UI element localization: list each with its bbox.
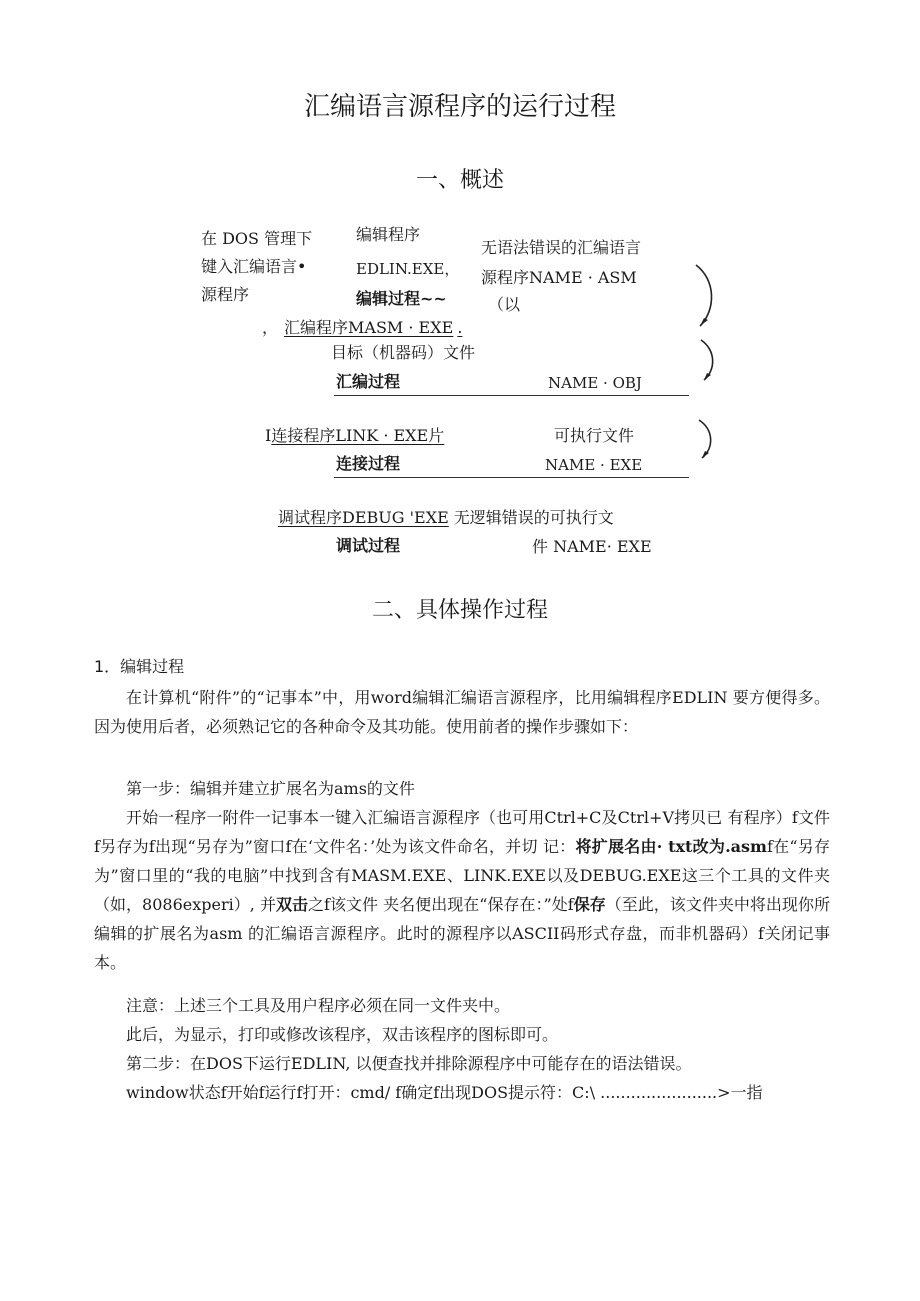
step1-text-g: （至此，该文件夹中将出现你所编辑的扩展名为asm 的汇编语言源程序。此时的源程序以ASCII码形式存盘，而非机器码）f关闭记事本。 (94, 895, 830, 972)
flow-editor-line-2: EDLIN.EXE， (356, 260, 460, 278)
flow-source-line-2: 源程序NAME · ASM (481, 268, 637, 287)
step1-ext-change: 将扩展名由· txt改为.asm (575, 837, 767, 856)
step1-text-c: f在“另存为”窗口里的“我的电脑”中找到含有MASM.EXE、LINK.EXE以及DEBUG.EXE这三个工具的文件夹（如，8086experi）, 并 (94, 837, 831, 914)
paragraph-intro: 在计算机“附件”的“记事本”中，用word编辑汇编语言源程序，比用编辑程序EDLIN 要方便得多。因为使用后者，必须熟记它的各种命令及其功能。使用前者的操作步骤如下： (94, 688, 830, 736)
flow-link-process: 连接过程 (336, 454, 401, 473)
flow-source-line-3: （以 (488, 295, 521, 314)
flow-object-file: NAME · OBJ (548, 374, 642, 392)
section-heading-operations: 二、具体操作过程 (371, 598, 548, 623)
flow-arrow-1 (690, 262, 720, 334)
flow-assemble-process: 汇编过程 (336, 372, 401, 391)
flow-link-line (265, 423, 444, 449)
step1-text-a: 开始一程序一附件一记事本一键入汇编语言源程序（也可用Ctrl+C及Ctrl+V拷贝已 有程序）f文件f另存为f出现“另存为”窗口f在‘文件名：’处为该文件命名，并切 记： (94, 808, 830, 856)
flow-start-line-3: 源程序 (201, 285, 250, 304)
flow-object-label: 目标（机器码）文件 (331, 343, 476, 362)
page-title: 汇编语言源程序的运行过程 (303, 92, 616, 122)
flow-arrow-3 (694, 418, 718, 464)
flow-assemble-prefix: ， (262, 318, 279, 337)
flow-arrow-2 (696, 338, 720, 386)
paragraph-step2-detail: window状态f开始f运行f打开：cmd/ f确定f出现DOS提示符：C:\ .......................>一指 (126, 1083, 763, 1102)
paragraph-note: 注意：上述三个工具及用户程序必须在同一文件夹中。 (126, 996, 511, 1015)
flow-debug-program: 调试程序DEBUG 'EXE (278, 508, 449, 527)
flow-link-prefix: I (265, 426, 272, 445)
step1-double-click: 双击 (275, 895, 309, 914)
paragraph-step1: 第一步：编辑并建立扩展名为ams的文件 (126, 779, 415, 798)
flow-start-line-2: 键入汇编语言• (201, 257, 307, 276)
flow-start-line-1: 在 DOS 管理下 (201, 229, 313, 248)
paragraph-step1-detail (94, 803, 830, 977)
flow-edit-process: 编辑过程~~ (356, 289, 447, 308)
section-heading-overview: 一、概述 (415, 168, 504, 193)
flow-assemble-program: 汇编程序MASM · EXE (284, 318, 454, 337)
flow-assemble-suffix: . (457, 318, 463, 337)
flow-assemble-line (262, 315, 462, 341)
flow-link-program: 连接程序LINK · EXE片 (271, 426, 445, 445)
paragraph-step2: 第二步：在DOS下运行EDLIN, 以便查找并排除源程序中可能存在的语法错误。 (126, 1054, 692, 1073)
flow-debug-line (278, 505, 614, 531)
flow-editor-line-1: 编辑程序 (356, 225, 421, 244)
flow-final-file: 件 NAME· EXE (532, 537, 652, 556)
flow-divider-2 (334, 477, 689, 478)
paragraph-after: 此后，为显示，打印或修改该程序，双击该程序的图标即可。 (126, 1025, 559, 1044)
flow-divider-1 (334, 395, 689, 396)
flow-debug-process: 调试过程 (336, 536, 401, 555)
flow-debug-result: 无逻辑错误的可执行文 (453, 508, 614, 527)
flow-source-line-1: 无语法错误的汇编语言 (481, 238, 642, 257)
step1-save: 保存 (573, 895, 606, 914)
flow-exe-label: 可执行文件 (554, 426, 635, 445)
flow-exe-file: NAME · EXE (545, 456, 643, 474)
subheading-edit-process: 1．编辑过程 (94, 657, 185, 676)
step1-text-e: 之f该文件 夹名便出现在“保存在：”处f (308, 895, 574, 914)
